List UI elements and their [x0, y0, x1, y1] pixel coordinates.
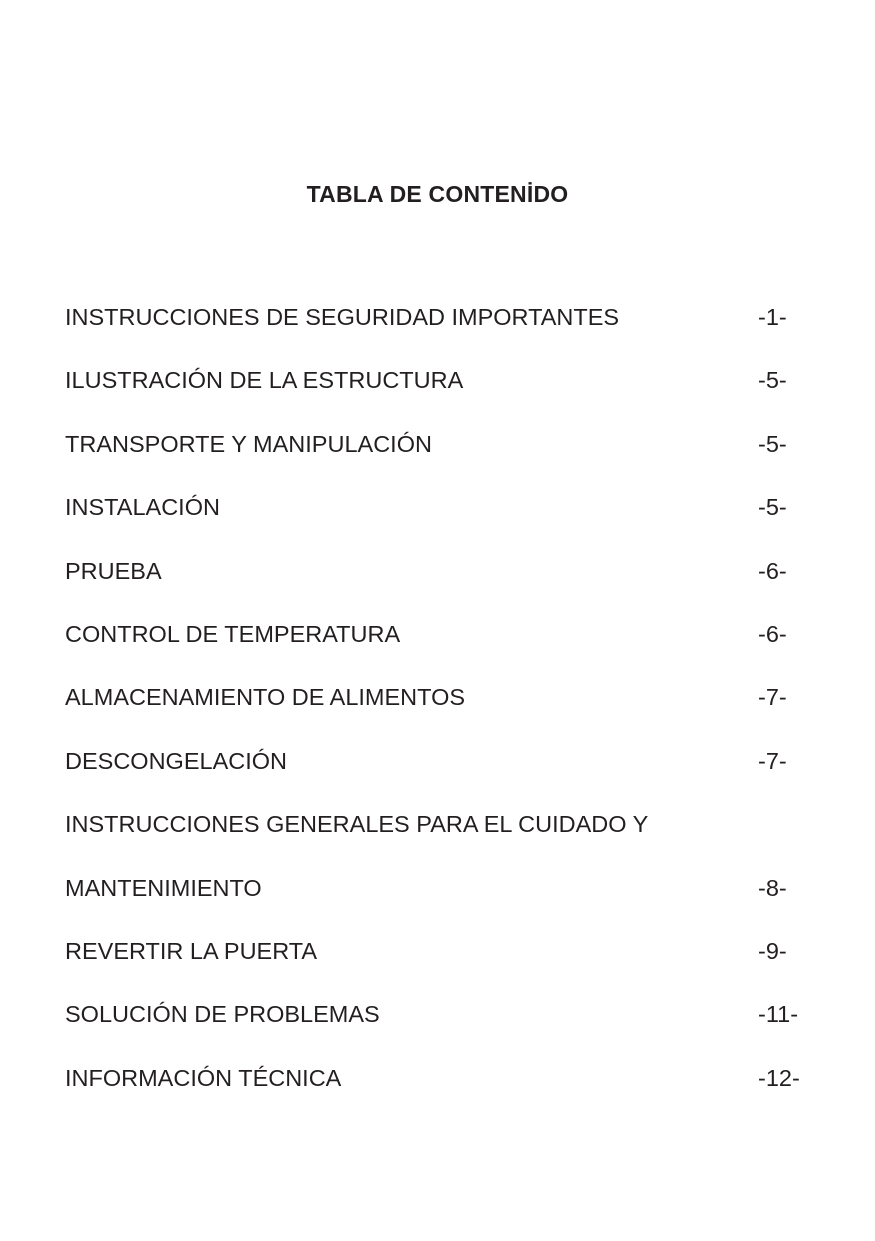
toc-entry-page: -11- [758, 1001, 799, 1028]
toc-entry-label: ILUSTRACIÓN DE LA ESTRUCTURA [65, 367, 464, 394]
toc-entry-page: -6- [758, 557, 787, 584]
toc-entry-label: INSTRUCCIONES GENERALES PARA EL CUIDADO Y [65, 811, 649, 838]
toc-entry-page: -12- [758, 1064, 800, 1091]
toc-entry-label: INSTRUCCIONES DE SEGURIDAD IMPORTANTES [65, 304, 620, 330]
toc-entry-page: -5- [758, 367, 787, 394]
toc-entry-page: -6- [758, 620, 787, 647]
toc-entry-label: MANTENIMIENTO [65, 874, 262, 901]
toc-entry-general-care [65, 807, 825, 870]
toc-entry-label: TRANSPORTE Y MANIPULACIÓN [65, 430, 432, 457]
toc-entry-label: INFORMACIÓN TÉCNICA [65, 1064, 342, 1091]
toc-entry-transport-handling [65, 427, 825, 490]
toc-entry-page: -7- [758, 684, 787, 711]
toc-entry-food-storage [65, 680, 825, 743]
table-of-contents [65, 300, 825, 1124]
toc-entry-troubleshooting [65, 997, 825, 1060]
toc-entry-test [65, 554, 825, 617]
toc-entry-maintenance [65, 871, 825, 934]
toc-entry-label: CONTROL DE TEMPERATURA [65, 620, 401, 647]
toc-entry-safety-instructions [65, 300, 825, 363]
toc-entry-page: -1- [758, 304, 787, 330]
toc-entry-technical-info [65, 1061, 825, 1124]
toc-entry-defrosting [65, 744, 825, 807]
toc-entry-label: PRUEBA [65, 557, 162, 584]
toc-entry-label: DESCONGELACIÓN [65, 747, 287, 774]
page-title: TABLA DE CONTENİDO [306, 181, 569, 207]
toc-entry-page: -5- [758, 494, 787, 521]
toc-entry-page: -8- [758, 874, 787, 901]
toc-entry-label: SOLUCIÓN DE PROBLEMAS [65, 1001, 380, 1028]
toc-entry-page: -7- [758, 747, 787, 774]
toc-entry-label: INSTALACIÓN [65, 494, 220, 521]
toc-entry-installation [65, 490, 825, 553]
toc-entry-temperature-control [65, 617, 825, 680]
toc-entry-label: ALMACENAMIENTO DE ALIMENTOS [65, 684, 466, 711]
toc-entry-page: -5- [758, 430, 787, 457]
toc-entry-page: -9- [758, 937, 787, 964]
toc-entry-label: REVERTIR LA PUERTA [65, 937, 318, 964]
toc-entry-door-reversal [65, 934, 825, 997]
toc-entry-structure-illustration [65, 363, 825, 426]
